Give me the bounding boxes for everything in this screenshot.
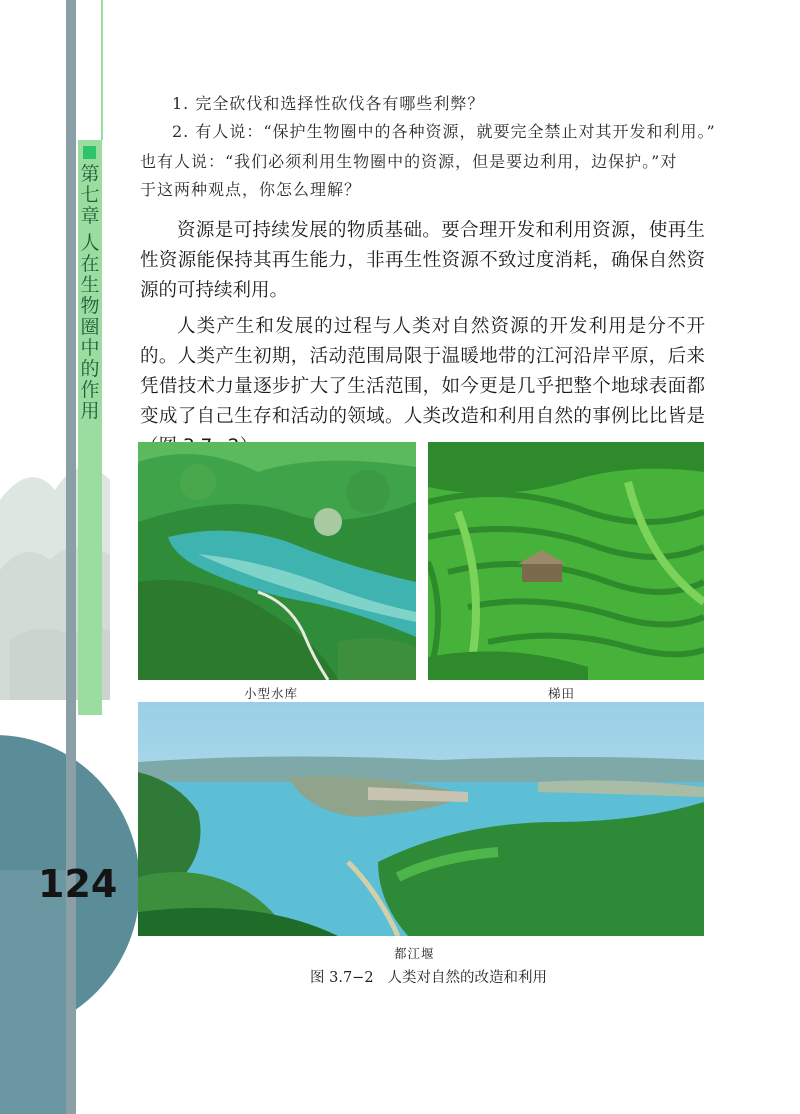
question-2-line-1: 2. 有人说：“保护生物圈中的各种资源，就要完全禁止对其开发和利用。” [172, 122, 716, 141]
chapter-char: 物 [80, 295, 100, 317]
terraced-fields-photo [428, 442, 704, 680]
reservoir-caption: 小型水库 [244, 686, 299, 701]
reservoir-photo [138, 442, 416, 680]
decorative-teal-band [0, 870, 76, 1114]
margin-green-line [101, 0, 103, 140]
question-1: 1. 完全砍伐和选择性砍伐各有哪些利弊？ [172, 94, 485, 113]
chapter-char: 中 [80, 337, 100, 359]
margin-strip [66, 0, 76, 1114]
dujiangyan-caption: 都江堰 [394, 946, 435, 961]
chapter-char: 的 [80, 358, 100, 380]
chapter-char: 章 [80, 205, 100, 227]
chapter-marker-square [83, 146, 96, 159]
terrace-caption: 梯田 [548, 686, 576, 701]
chapter-char: 作 [80, 379, 100, 401]
dujiangyan-photo [138, 702, 704, 936]
chapter-title-vertical [79, 164, 101, 422]
chapter-char: 七 [80, 184, 100, 206]
figure-caption [310, 966, 547, 987]
chapter-char: 人 [80, 232, 100, 254]
chapter-char: 圈 [80, 316, 100, 338]
question-2-line-2: 也有人说：“我们必须利用生物圈中的资源，但是要边利用，边保护。”对 [140, 152, 678, 171]
chapter-char: 生 [80, 274, 100, 296]
chapter-char: 在 [80, 253, 100, 275]
page-number: 124 [38, 862, 118, 906]
chapter-char: 用 [80, 400, 100, 422]
paragraph-human-development: 人类产生和发展的过程与人类对自然资源的开发利用是分不开的。人类产生初期，活动范围局限于温暖地带的江河沿岸平原，后来凭借技术力量逐步扩大了生活范围，如今更是几乎把整个地球表面都变成了自己生存和活动的领域。人类改造和利用自然的事例比比皆是 [140, 316, 705, 427]
paragraph-resources: 资源是可持续发展的物质基础。要合理开发和利用资源，使再生性资源能保持其再生能力，非再生性资源不致过度消耗，确保自然资源的可持续利用。 [140, 220, 705, 301]
figure-number: 图 3.7−2 [310, 970, 374, 986]
question-2-line-3: 于这两种观点，你怎么理解？ [140, 180, 362, 199]
figure-title: 人类对自然的改造和利用 [387, 970, 548, 986]
chapter-char: 第 [80, 163, 100, 185]
